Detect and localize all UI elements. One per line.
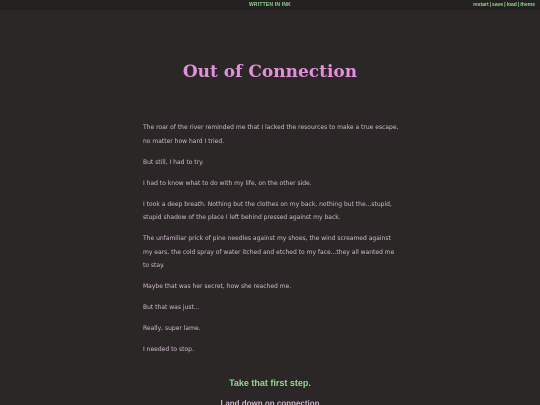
story-paragraph: But still, I had to try. — [143, 158, 204, 166]
game-controls — [473, 2, 535, 8]
separator: | — [517, 2, 520, 8]
story-paragraph: The unfamiliar prick of pine needles against my shoes, the wind screamed against my ears, the cold spray of water itched and etched to my face...they all wanted me to stay. — [143, 235, 395, 269]
story-title: Out of Connection — [182, 62, 358, 82]
separator: | — [489, 2, 492, 8]
story-paragraph: I had to know what to do with my life, on the other side. — [143, 179, 312, 187]
brand-label: WRITTEN IN INK — [249, 2, 291, 8]
story-paragraph: I took a deep breath. Nothing but the clothes on my back, nothing but the...stupid, stupid shadow of the place I left behind pressed against my back. — [143, 200, 392, 221]
story-paragraph: But that was just... — [143, 304, 200, 311]
story-paragraph: I needed to stop. — [143, 346, 194, 353]
separator: | — [504, 2, 506, 8]
restart-button[interactable]: restart — [473, 2, 489, 8]
story-paragraph: The roar of the river reminded me that I lacked the resources to make a true escape, no matter how hard I tried. — [143, 124, 399, 145]
save-button[interactable]: save — [492, 2, 504, 8]
story-text — [143, 121, 401, 364]
story-paragraph: Maybe that was her secret, how she reached me. — [143, 283, 292, 290]
theme-button[interactable]: theme — [520, 2, 535, 8]
next-section-heading: Land down on connection — [220, 399, 320, 405]
load-button[interactable]: load — [506, 2, 517, 8]
choice-link[interactable]: Take that first step. — [229, 378, 311, 388]
story-paragraph: Really, super lame. — [143, 325, 201, 332]
